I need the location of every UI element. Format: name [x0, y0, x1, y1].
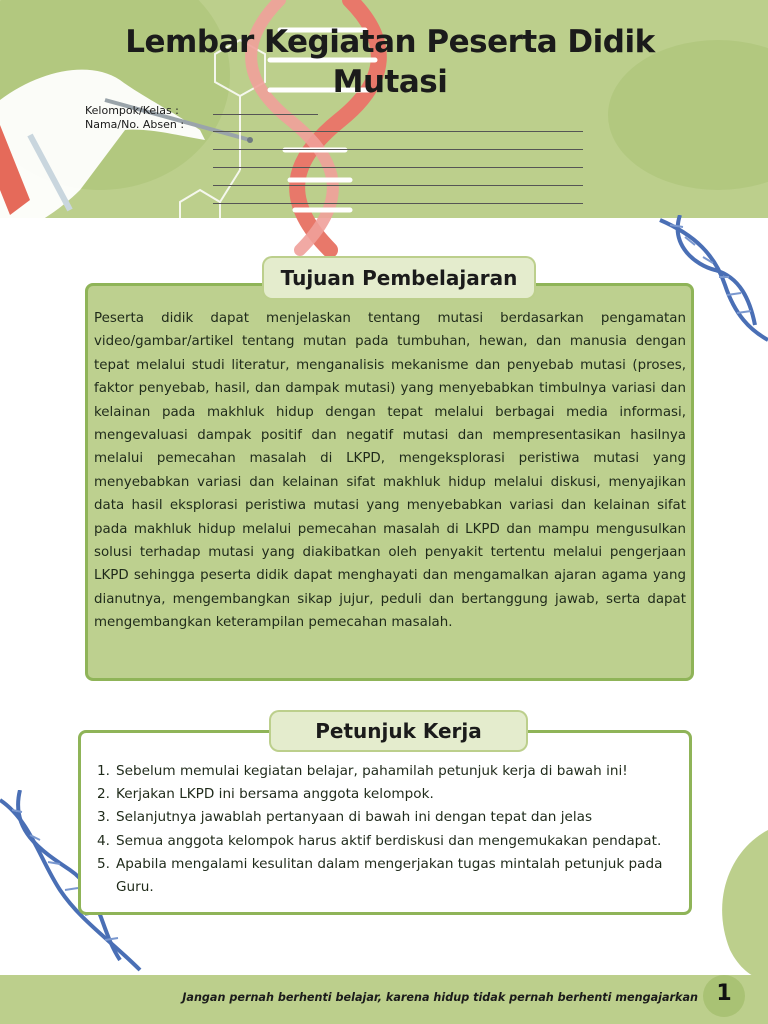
page-number: 1 — [716, 981, 732, 1006]
footer-motto: Jangan pernah berhenti belajar, karena hidup tidak pernah berhenti mengajarkan — [182, 991, 698, 1004]
nama-blank-line-1[interactable] — [213, 131, 583, 132]
tujuan-text: Peserta didik dapat menjelaskan tentang mutasi berdasarkan pengamatan video/gambar/artikel tentang mutan pada tumbuhan, hewan, dan manusia dengan tepat melalui studi literatur, menganalisis mekanisme dan penyebab mutasi (proses, faktor penyebab, hasil, dan dampak mutasi) yang menyebabkan timbulnya variasi dan kelainan pada makhluk hidup dengan tepat melalui berbagai media informasi, mengevaluasi dampak positif dan negatif mutasi dan mempresentasikan hasilnya melalui pemecahan masalah di LKPD, mengeksplorasi peristiwa mutasi yang menyebabkan variasi dan kelainan sifat makhluk hidup melalui diskusi, menyajikan data hasil eksplorasi peristiwa mutasi yang menyebabkan variasi dan kelainan sifat pada makhluk hidup melalui pemecahan masalah di LKPD dan mampu mengusulkan solusi terhadap mutasi yang diakibatkan oleh penyakit tertentu melalui pengerjaan LKPD sehingga peserta didik dapat menghayati dan mengamalkan ajaran agama yang dianutnya, mengembangkan sikap jujur, peduli dan bertanggung jawab, serta dapat mengembangkan keterampilan pemecahan masalah. — [94, 311, 686, 631]
list-item-number: 5. — [97, 855, 110, 872]
list-item — [97, 853, 682, 899]
list-item-number: 2. — [97, 786, 110, 803]
list-item-text: Sebelum memulai kegiatan belajar, pahamilah petunjuk kerja di bawah ini! — [116, 763, 628, 779]
list-item-text: Kerjakan LKPD ini bersama anggota kelompok. — [116, 786, 434, 803]
nama-blank-line-2[interactable] — [213, 149, 583, 150]
petunjuk-list — [97, 760, 682, 899]
list-item — [97, 760, 682, 783]
list-item-number: 1. — [97, 763, 110, 779]
list-item — [97, 806, 682, 829]
page-title-line1: Lembar Kegiatan Peserta Didik — [125, 24, 655, 60]
tujuan-heading: Tujuan Pembelajaran — [264, 258, 534, 298]
nama-label: Nama/No. Absen : — [85, 118, 185, 131]
nama-blank-line-5[interactable] — [213, 203, 583, 204]
list-item-text: Selanjutnya jawablah pertanyaan di bawah ini dengan tepat dan jelas — [116, 809, 593, 826]
page-title-line2: Mutasi — [332, 64, 448, 100]
page-title — [120, 22, 660, 102]
petunjuk-heading: Petunjuk Kerja — [271, 712, 526, 750]
green-shape-right-illustration — [690, 830, 768, 980]
list-item-text: Semua anggota kelompok harus aktif berdiskusi dan mengemukakan pendapat. — [116, 832, 662, 849]
nama-blank-line-4[interactable] — [213, 185, 583, 186]
list-item — [97, 783, 682, 806]
list-item-number: 4. — [97, 832, 110, 849]
list-item — [97, 830, 682, 853]
list-item-number: 3. — [97, 809, 110, 826]
kelompok-blank-line[interactable] — [213, 114, 318, 115]
nama-blank-line-3[interactable] — [213, 167, 583, 168]
kelompok-label: Kelompok/Kelas : — [85, 104, 179, 117]
list-item-text: Apabila mengalami kesulitan dalam mengerjakan tugas mintalah petunjuk pada Guru. — [116, 855, 663, 896]
